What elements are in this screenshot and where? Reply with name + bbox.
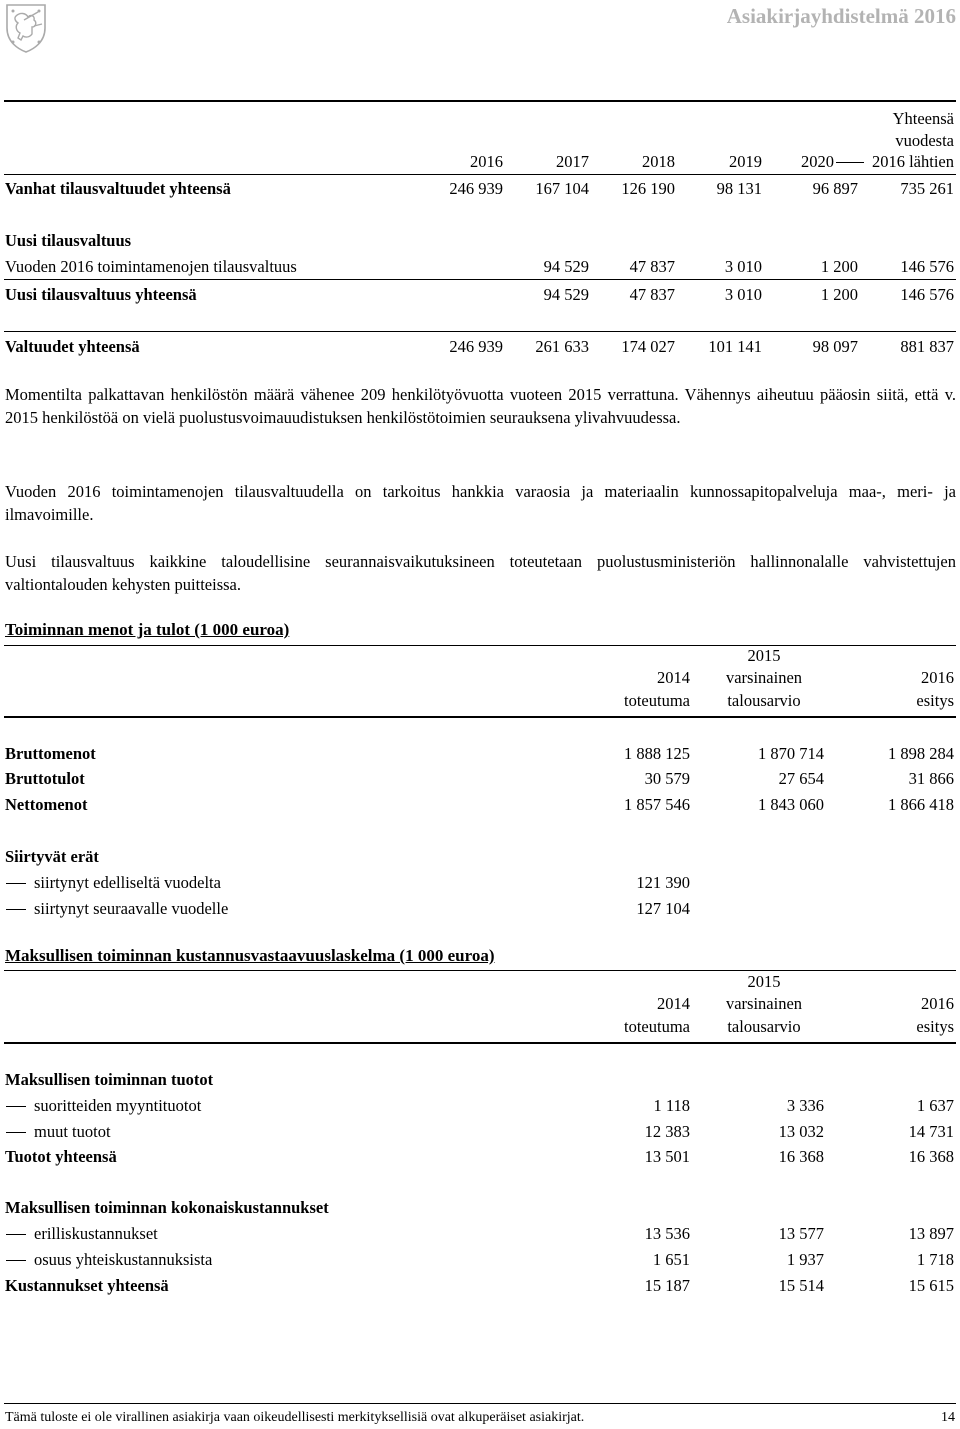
col-header-2016: 2016 [921,668,954,687]
col-header-total-line2: vuodesta [895,131,954,150]
col-header-varsinainen: varsinainen [725,668,803,687]
col-header-esitys: esitys [916,1017,954,1036]
col-header-talousarvio: talousarvio [727,691,801,710]
transfer-heading: Siirtyvät erät [5,847,99,866]
col-header-2015: 2015 [747,646,781,665]
col-header-2018: 2018 [642,152,675,171]
col-header-2016: 2016 [470,152,503,171]
footer-disclaimer: Tämä tuloste ei ole virallinen asiakirja vaan oikeudellisesti merkityksellisiä ovat alkuperäiset asiakirjat. [5,1410,585,1425]
col-header-esitys: esitys [916,691,954,710]
income-heading: Maksullisen toiminnan tuotot [5,1070,214,1089]
dash-icon [6,909,26,910]
cost-heading: Maksullisen toiminnan kokonaiskustannukset [5,1198,329,1217]
dash-icon [6,1132,26,1133]
col-header-2020: 2020 [801,152,834,171]
col-header-2014: 2014 [657,994,690,1013]
document-title: Asiakirjayhdistelmä 2016 [726,4,956,28]
col-header-total-line3: 2016 lähtien [871,152,954,171]
paragraph-framework: Uusi tilausvaltuus kaikkine taloudellisine seurannaisvaikutuksineen toteutetaan puolustusministeriön hallinnonalalle vahvistettujen valtiontalouden kehysten puitteissa. [5,552,956,594]
paragraph-purpose: Vuoden 2016 toimintamenojen tilausvaltuudella on tarkoitus hankkia varaosia ja materiaalin kunnossapitopalveluja maa-, meri- ja ilmavoimille. [5,482,956,524]
col-header-2015: 2015 [747,972,781,991]
col-header-talousarvio: talousarvio [727,1017,801,1036]
page-header [0,0,960,62]
dash-icon [6,1234,26,1235]
coat-of-arms-icon [4,2,48,54]
col-header-2016: 2016 [921,994,954,1013]
col-header-2017: 2017 [556,152,589,171]
page-number: 14 [941,1410,955,1425]
col-header-toteutuma: toteutuma [624,691,690,710]
col-header-2019: 2019 [729,152,762,171]
footer-rule [4,1403,956,1404]
col-header-2014: 2014 [657,668,690,687]
dash-icon [6,1106,26,1107]
table-row: Uusi tilausvaltuus [5,231,132,250]
col-header-total-line1: Yhteensä [892,109,954,128]
col-header-dash [836,162,864,163]
section-title: Toiminnan menot ja tulot (1 000 euroa) [5,620,290,639]
table-top-rule [4,100,956,102]
section-header-rule [4,716,956,718]
col-header-toteutuma: toteutuma [624,1017,690,1036]
dash-icon [6,1260,26,1261]
dash-icon [6,883,26,884]
section-header-rule [4,1042,956,1044]
paragraph-staff: Momentilta palkattavan henkilöstön määrä vähenee 209 henkilötyövuotta vuoteen 2015 verrattuna. Vähennys aiheutuu pääosin siitä, että v. 2015 henkilöstöä on vielä puolustusvoimauudistuksen henkilöstötoimien seurauksena ylivahvuudessa. [5,385,956,427]
table-header-rule [4,174,956,175]
total-rule [4,331,956,332]
subtotal-rule [4,279,956,280]
section-top-rule [4,970,956,971]
col-header-varsinainen: varsinainen [725,994,803,1013]
section-title: Maksullisen toiminnan kustannusvastaavuuslaskelma (1 000 euroa) [5,946,495,965]
